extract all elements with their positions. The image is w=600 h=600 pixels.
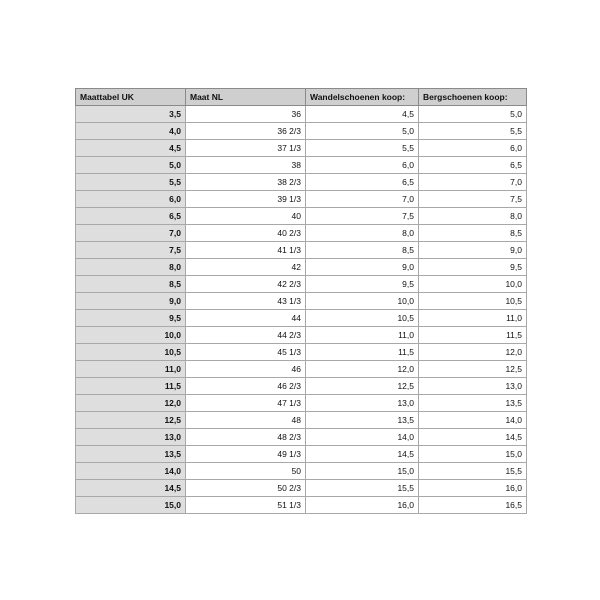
mountain-shoes-cell: 13,5 [419, 395, 527, 412]
uk-size-cell: 15,0 [76, 497, 186, 514]
uk-size-cell: 5,0 [76, 157, 186, 174]
mountain-shoes-cell: 16,5 [419, 497, 527, 514]
nl-size-cell: 36 2/3 [186, 123, 306, 140]
nl-size-cell: 47 1/3 [186, 395, 306, 412]
uk-size-cell: 6,5 [76, 208, 186, 225]
mountain-shoes-cell: 10,5 [419, 293, 527, 310]
size-conversion-table [75, 88, 527, 514]
table-row [76, 191, 527, 208]
uk-size-cell: 5,5 [76, 174, 186, 191]
walking-shoes-cell: 5,5 [306, 140, 419, 157]
table-row [76, 242, 527, 259]
uk-size-cell: 11,5 [76, 378, 186, 395]
nl-size-cell: 37 1/3 [186, 140, 306, 157]
table-row [76, 480, 527, 497]
uk-size-cell: 3,5 [76, 106, 186, 123]
table-row [76, 344, 527, 361]
nl-size-cell: 50 [186, 463, 306, 480]
mountain-shoes-cell: 5,0 [419, 106, 527, 123]
mountain-shoes-cell: 13,0 [419, 378, 527, 395]
nl-size-cell: 40 [186, 208, 306, 225]
nl-size-cell: 38 [186, 157, 306, 174]
mountain-shoes-cell: 14,5 [419, 429, 527, 446]
table-row [76, 361, 527, 378]
header-uk-size: Maattabel UK [76, 89, 186, 106]
mountain-shoes-cell: 14,0 [419, 412, 527, 429]
uk-size-cell: 10,5 [76, 344, 186, 361]
walking-shoes-cell: 13,0 [306, 395, 419, 412]
walking-shoes-cell: 12,0 [306, 361, 419, 378]
walking-shoes-cell: 6,5 [306, 174, 419, 191]
walking-shoes-cell: 10,0 [306, 293, 419, 310]
uk-size-cell: 14,0 [76, 463, 186, 480]
table-row [76, 140, 527, 157]
nl-size-cell: 46 [186, 361, 306, 378]
header-row [76, 89, 527, 106]
nl-size-cell: 40 2/3 [186, 225, 306, 242]
walking-shoes-cell: 9,0 [306, 259, 419, 276]
table-row [76, 327, 527, 344]
header-nl-size: Maat NL [186, 89, 306, 106]
nl-size-cell: 44 2/3 [186, 327, 306, 344]
mountain-shoes-cell: 11,5 [419, 327, 527, 344]
table-header [76, 89, 527, 106]
nl-size-cell: 41 1/3 [186, 242, 306, 259]
uk-size-cell: 8,0 [76, 259, 186, 276]
mountain-shoes-cell: 16,0 [419, 480, 527, 497]
nl-size-cell: 50 2/3 [186, 480, 306, 497]
table-row [76, 208, 527, 225]
table-row [76, 463, 527, 480]
walking-shoes-cell: 14,0 [306, 429, 419, 446]
mountain-shoes-cell: 6,0 [419, 140, 527, 157]
table-row [76, 310, 527, 327]
uk-size-cell: 6,0 [76, 191, 186, 208]
table-row [76, 497, 527, 514]
nl-size-cell: 39 1/3 [186, 191, 306, 208]
table-row [76, 293, 527, 310]
nl-size-cell: 45 1/3 [186, 344, 306, 361]
table-row [76, 106, 527, 123]
nl-size-cell: 48 [186, 412, 306, 429]
nl-size-cell: 36 [186, 106, 306, 123]
mountain-shoes-cell: 8,5 [419, 225, 527, 242]
mountain-shoes-cell: 7,0 [419, 174, 527, 191]
walking-shoes-cell: 8,0 [306, 225, 419, 242]
walking-shoes-cell: 13,5 [306, 412, 419, 429]
nl-size-cell: 46 2/3 [186, 378, 306, 395]
table-row [76, 429, 527, 446]
table-body [76, 106, 527, 514]
uk-size-cell: 14,5 [76, 480, 186, 497]
header-walking-shoes: Wandelschoenen koop: [306, 89, 419, 106]
walking-shoes-cell: 11,5 [306, 344, 419, 361]
walking-shoes-cell: 7,0 [306, 191, 419, 208]
uk-size-cell: 7,5 [76, 242, 186, 259]
walking-shoes-cell: 4,5 [306, 106, 419, 123]
walking-shoes-cell: 6,0 [306, 157, 419, 174]
table-row [76, 378, 527, 395]
table-row [76, 174, 527, 191]
table-row [76, 123, 527, 140]
uk-size-cell: 4,5 [76, 140, 186, 157]
mountain-shoes-cell: 12,5 [419, 361, 527, 378]
table-row [76, 395, 527, 412]
walking-shoes-cell: 11,0 [306, 327, 419, 344]
table-row [76, 225, 527, 242]
mountain-shoes-cell: 5,5 [419, 123, 527, 140]
uk-size-cell: 4,0 [76, 123, 186, 140]
walking-shoes-cell: 8,5 [306, 242, 419, 259]
walking-shoes-cell: 10,5 [306, 310, 419, 327]
walking-shoes-cell: 16,0 [306, 497, 419, 514]
mountain-shoes-cell: 11,0 [419, 310, 527, 327]
nl-size-cell: 43 1/3 [186, 293, 306, 310]
walking-shoes-cell: 15,5 [306, 480, 419, 497]
walking-shoes-cell: 15,0 [306, 463, 419, 480]
walking-shoes-cell: 7,5 [306, 208, 419, 225]
mountain-shoes-cell: 9,0 [419, 242, 527, 259]
nl-size-cell: 51 1/3 [186, 497, 306, 514]
mountain-shoes-cell: 9,5 [419, 259, 527, 276]
nl-size-cell: 48 2/3 [186, 429, 306, 446]
walking-shoes-cell: 12,5 [306, 378, 419, 395]
uk-size-cell: 12,5 [76, 412, 186, 429]
uk-size-cell: 13,5 [76, 446, 186, 463]
table-row [76, 446, 527, 463]
nl-size-cell: 42 2/3 [186, 276, 306, 293]
walking-shoes-cell: 14,5 [306, 446, 419, 463]
mountain-shoes-cell: 15,0 [419, 446, 527, 463]
uk-size-cell: 7,0 [76, 225, 186, 242]
nl-size-cell: 38 2/3 [186, 174, 306, 191]
mountain-shoes-cell: 10,0 [419, 276, 527, 293]
uk-size-cell: 10,0 [76, 327, 186, 344]
nl-size-cell: 42 [186, 259, 306, 276]
mountain-shoes-cell: 8,0 [419, 208, 527, 225]
uk-size-cell: 9,5 [76, 310, 186, 327]
header-mountain-shoes: Bergschoenen koop: [419, 89, 527, 106]
uk-size-cell: 13,0 [76, 429, 186, 446]
mountain-shoes-cell: 7,5 [419, 191, 527, 208]
table-row [76, 259, 527, 276]
nl-size-cell: 49 1/3 [186, 446, 306, 463]
table-row [76, 276, 527, 293]
uk-size-cell: 8,5 [76, 276, 186, 293]
walking-shoes-cell: 9,5 [306, 276, 419, 293]
nl-size-cell: 44 [186, 310, 306, 327]
table-row [76, 412, 527, 429]
mountain-shoes-cell: 15,5 [419, 463, 527, 480]
walking-shoes-cell: 5,0 [306, 123, 419, 140]
mountain-shoes-cell: 6,5 [419, 157, 527, 174]
uk-size-cell: 11,0 [76, 361, 186, 378]
uk-size-cell: 12,0 [76, 395, 186, 412]
uk-size-cell: 9,0 [76, 293, 186, 310]
mountain-shoes-cell: 12,0 [419, 344, 527, 361]
table-row [76, 157, 527, 174]
